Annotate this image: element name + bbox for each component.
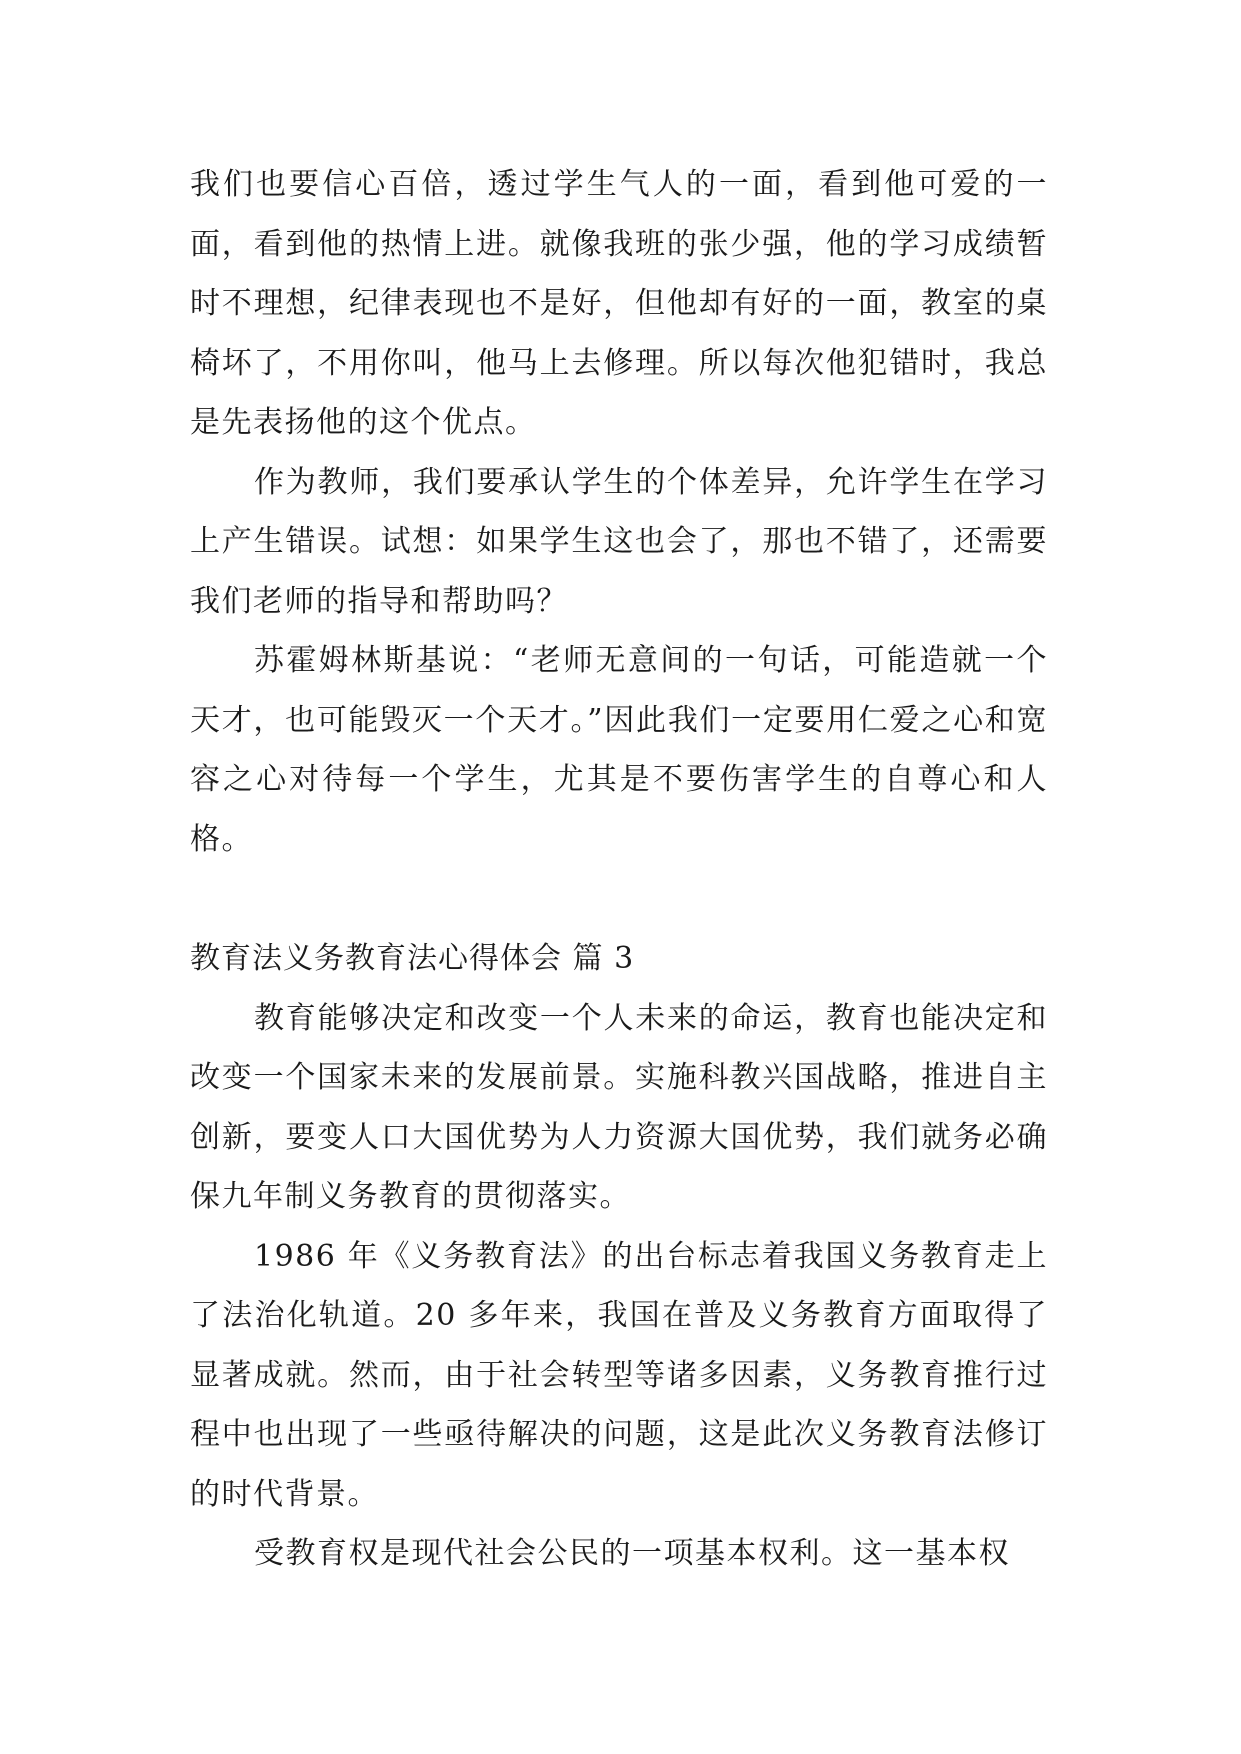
body-paragraph-continuation: 我们也要信心百倍，透过学生气人的一面，看到他可爱的一面，看到他的热情上进。就像我班的张少强，他的学习成绩暂时不理想，纪律表现也不是好，但他却有好的一面，教室的桌椅坏了，不用你叫，他马上去修理。所以每次他犯错时，我总是先表扬他的这个优点。 [190,167,1048,440]
body-paragraph: 1986 年《义务教育法》的出台标志着我国义务教育走上了法治化轨道。20 多年来，我国在普及义务教育方面取得了显著成就。然而，由于社会转型等诸多因素，义务教育推行过程中也出现了一些亟待解决的问题，这是此次义务教育法修订的时代背景。 [190,1238,1048,1512]
section-spacer [190,869,1048,929]
body-paragraph: 教育能够决定和改变一个人未来的命运，教育也能决定和改变一个国家未来的发展前景。实施科教兴国战略，推进自主创新，要变人口大国优势为人力资源大国优势，我们就务必确保九年制义务教育的贯彻落实。 [190,1000,1048,1214]
body-paragraph: 苏霍姆林斯基说：“老师无意间的一句话，可能造就一个天才，也可能毁灭一个天才。”因此我们一定要用仁爱之心和宽容之心对待每一个学生，尤其是不要伤害学生的自尊心和人格。 [190,643,1048,857]
section-heading: 教育法义务教育法心得体会 篇 3 [190,941,635,976]
body-paragraph: 作为教师，我们要承认学生的个体差异，允许学生在学习上产生错误。试想：如果学生这也会了，那也不错了，还需要我们老师的指导和帮助吗？ [190,464,1048,619]
document-page [190,155,1048,1584]
body-paragraph-truncated: 受教育权是现代社会公民的一项基本权利。这一基本权 [254,1536,1010,1571]
